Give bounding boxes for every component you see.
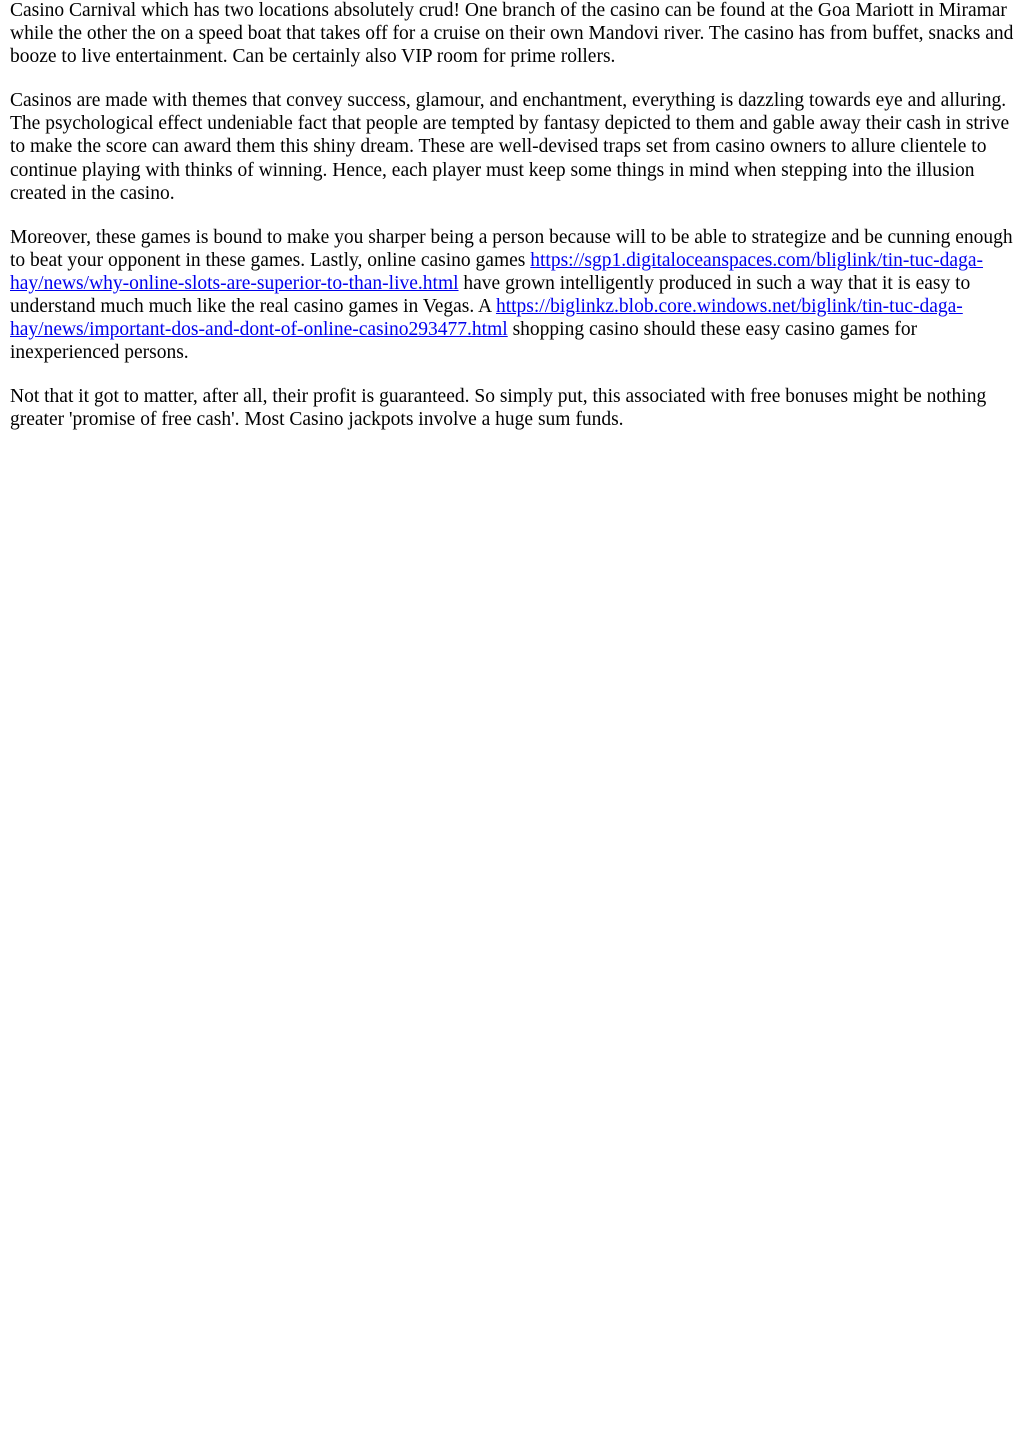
paragraph-casino-themes: Casinos are made with themes that convey success, glamour, and enchantment, everything is dazzling towards eye and alluring. The psychological effect undeniable fact that people are tempted by fantasy depicted to them and gable away their cash in strive to make the score can award them this shiny dream. These are well-devised traps set from casino owners to allure clientele to continue playing with thinks of winning. Hence, each player must keep some things in mind when stepping into the illusion created in the casino. xyxy=(10,90,1010,204)
paragraph-text-segment: shopping casino should these easy casino games for inexperienced persons. xyxy=(10,319,918,364)
link-dos-and-donts-article[interactable]: https://biglinkz.blob.core.windows.net/biglink/tin-tuc-daga-hay/news/important-dos-and-dont-of-online-casino293477.html xyxy=(10,296,963,341)
paragraph-text-segment: have grown intelligently produced in such a way that it is easy to understand much much like the real casino games in Vegas. A xyxy=(10,272,971,318)
document-body xyxy=(0,0,1024,432)
paragraph-online-games xyxy=(10,226,1014,365)
paragraph-text-segment: Moreover, these games is bound to make you sharper being a person because will to be able to strategize and be cunning enough to beat your opponent in these games. Lastly, online casino games xyxy=(10,226,1013,271)
paragraph-casino-carnival: Casino Carnival which has two locations absolutely crud! One branch of the casino can be found at the Goa Mariott in Miramar while the other the on a speed boat that takes off for a cruise on their own Mandovi river. The casino has from buffet, snacks and booze to live entertainment. Can be certainly also VIP room for prime rollers. xyxy=(10,0,1014,68)
link-online-slots-article[interactable]: https://sgp1.digitaloceanspaces.com/bliglink/tin-tuc-daga-hay/news/why-online-slots-are-superior-to-than-live.html xyxy=(10,249,983,294)
paragraph-free-bonuses: Not that it got to matter, after all, their profit is guaranteed. So simply put, this associated with free bonuses might be nothing greater 'promise of free cash'. Most Casino jackpots involve a huge sum funds. xyxy=(10,386,987,431)
